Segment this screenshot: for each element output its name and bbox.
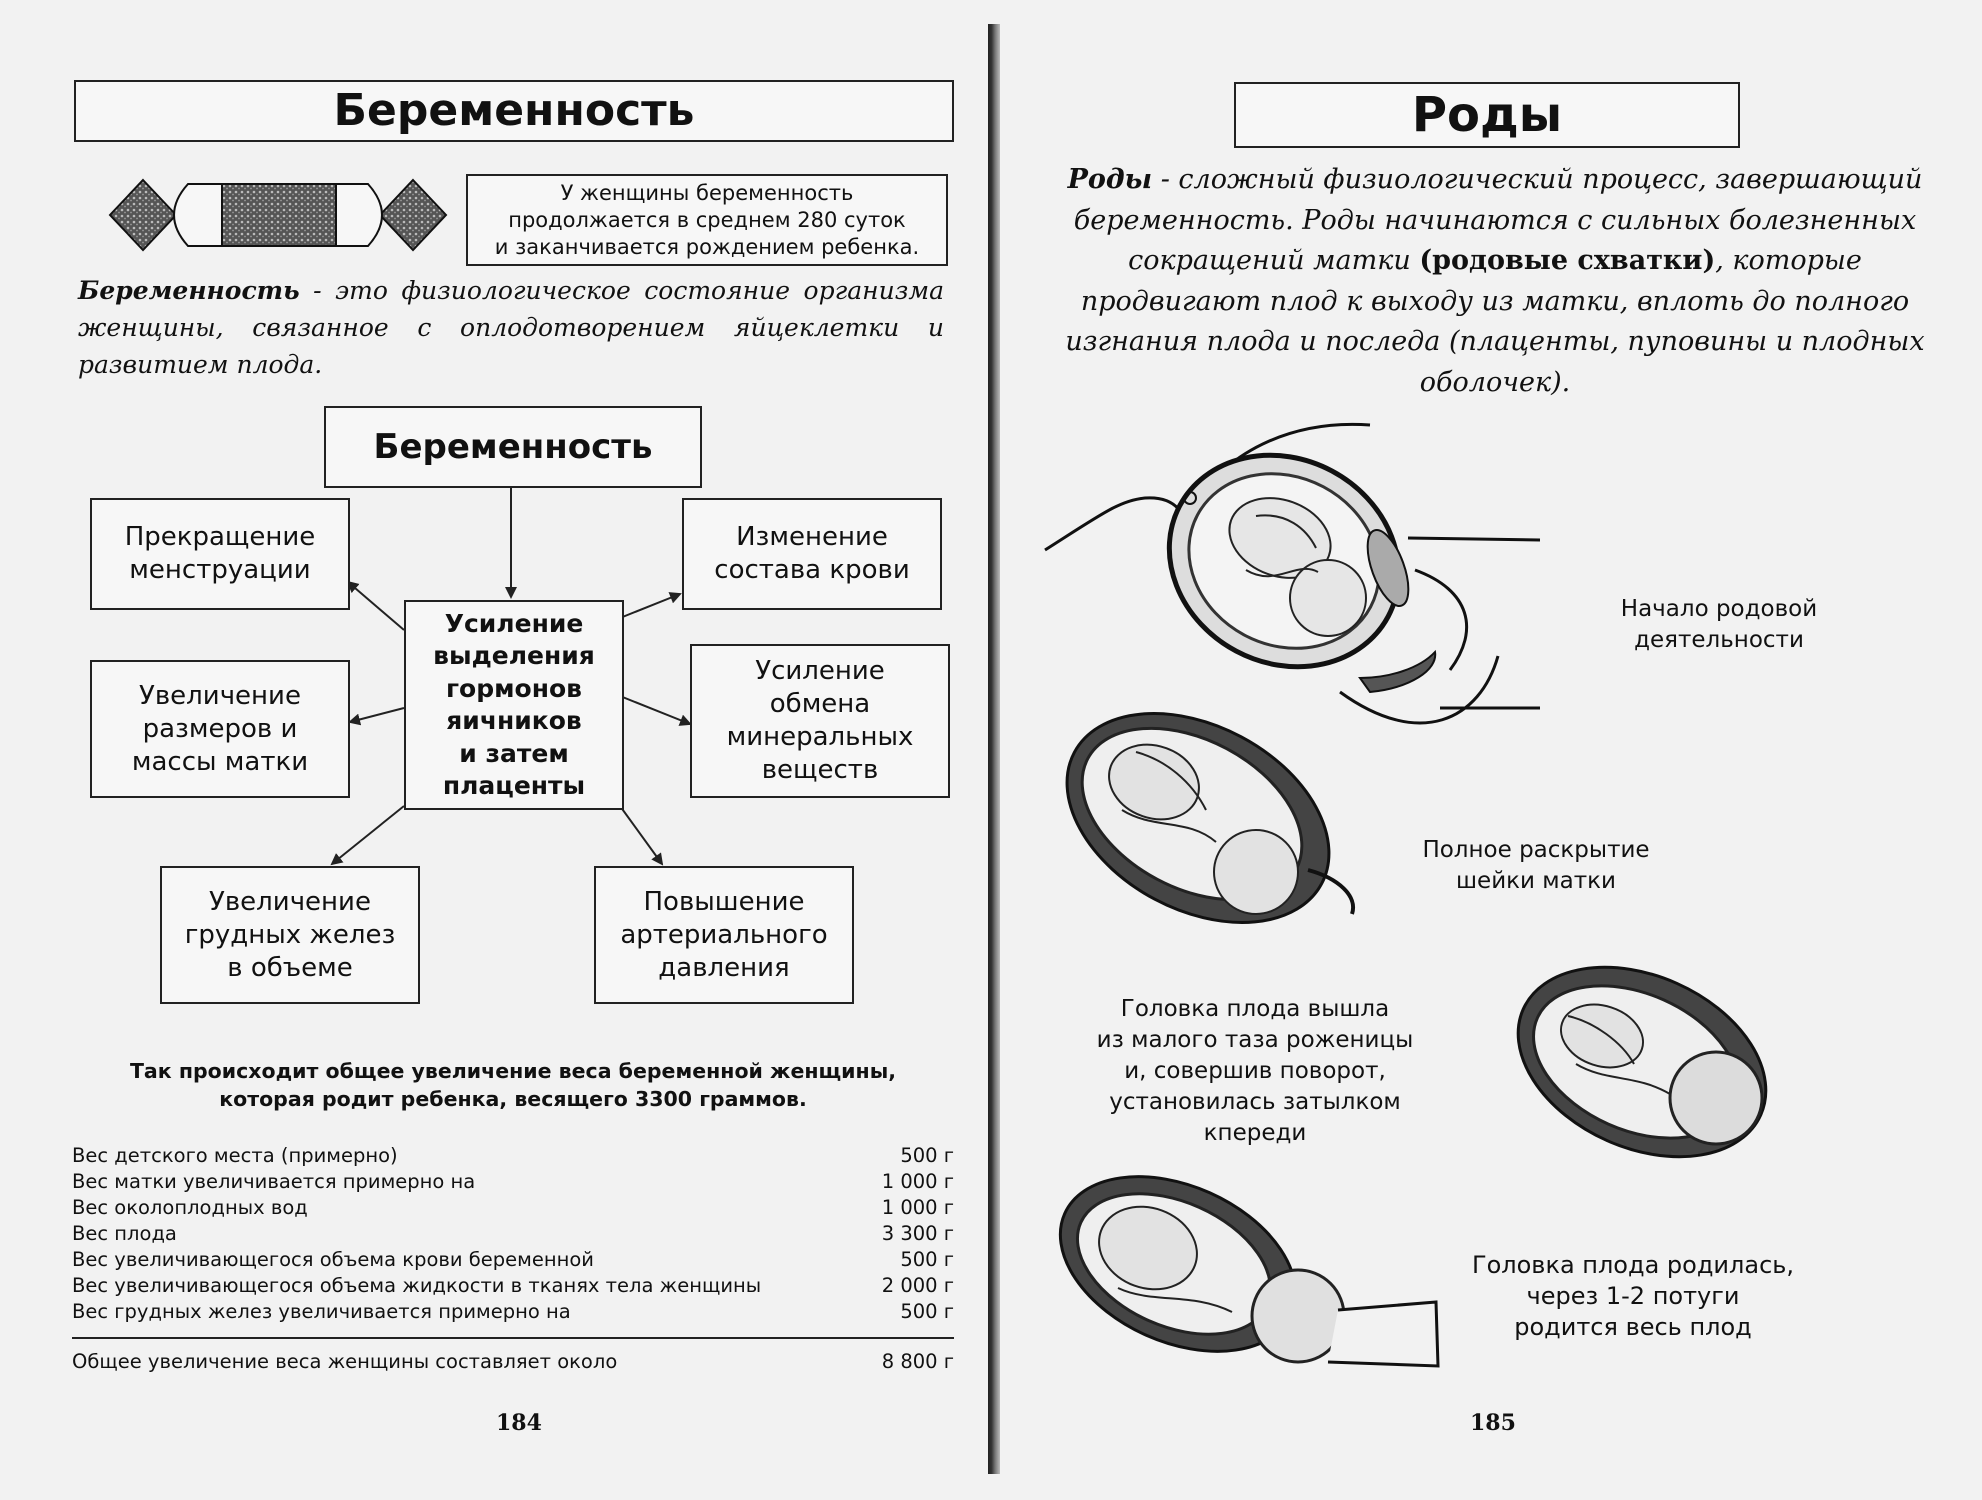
diagram-box-minerals: Усиление обмена минеральных веществ bbox=[690, 644, 950, 798]
stage-caption-2: Полное раскрытие шейки матки bbox=[1422, 837, 1650, 894]
weight-total-label: Общее увеличение веса женщины составляет около bbox=[72, 1350, 618, 1373]
weight-row-value: 1 000 г bbox=[881, 1170, 954, 1193]
weight-row-label: Вес околоплодных вод bbox=[72, 1196, 308, 1219]
page-number-left: 184 bbox=[496, 1410, 542, 1436]
weight-row bbox=[72, 1170, 954, 1196]
diagram-box-blood: Изменение состава крови bbox=[682, 498, 942, 610]
intro-paragraph bbox=[1060, 160, 1930, 403]
page-number-right: 185 bbox=[1470, 1410, 1516, 1436]
stage-caption-1: Начало родовой деятельности bbox=[1620, 596, 1818, 653]
weight-row bbox=[72, 1222, 954, 1248]
intro-text: - сложный физиологический процесс, завершающий беременность. Роды начинаются с сильных болезненных сокращений матки bbox=[1073, 164, 1923, 276]
weight-row-value: 500 г bbox=[900, 1300, 954, 1323]
weight-row-label: Вес грудных желез увеличивается примерно на bbox=[72, 1300, 571, 1323]
intro-bold: (родовые схватки) bbox=[1419, 245, 1716, 276]
definition-term: Беременность bbox=[78, 276, 300, 305]
weight-row-value: 500 г bbox=[900, 1248, 954, 1271]
weight-row bbox=[72, 1300, 954, 1326]
definition-text: - это физиологическое состояние организма женщины, связанное с оплодотворением яйцеклетки и развитием плода. bbox=[78, 276, 944, 379]
diagram-box-menstruation: Прекращение менструации bbox=[90, 498, 350, 610]
weight-divider bbox=[72, 1337, 954, 1339]
weight-row bbox=[72, 1274, 954, 1300]
weight-row-value: 3 300 г bbox=[881, 1222, 954, 1245]
illustration-head-rotation bbox=[1506, 964, 1806, 1196]
weight-total-row bbox=[72, 1350, 954, 1376]
illustration-cervix-dilation bbox=[1038, 700, 1378, 960]
weight-row-value: 1 000 г bbox=[881, 1196, 954, 1219]
weight-total-value: 8 800 г bbox=[881, 1350, 954, 1373]
weight-row-label: Вес увеличивающегося объема крови беременной bbox=[72, 1248, 594, 1271]
weight-row-label: Вес плода bbox=[72, 1222, 177, 1245]
stage-caption-4: Головка плода родилась, через 1-2 потуги родится весь плод bbox=[1471, 1251, 1795, 1341]
stage-caption-3: Головка плода вышла из малого таза роженицы и, совершив поворот, установилась затылком кпереди bbox=[1096, 996, 1414, 1146]
weight-heading: Так происходит общее увеличение веса беременной женщины, которая родит ребенка, весящего 3300 граммов. bbox=[129, 1059, 897, 1111]
weight-row bbox=[72, 1144, 954, 1170]
right-page bbox=[1000, 0, 1982, 1500]
diagram-box-breasts: Увеличение грудных желез в объеме bbox=[160, 866, 420, 1004]
duration-note: У женщины беременность продолжается в среднем 280 суток и заканчивается рождением ребенка. bbox=[466, 174, 948, 266]
weight-row-value: 500 г bbox=[900, 1144, 954, 1167]
intro-term: Роды bbox=[1067, 164, 1153, 195]
illustration-head-born bbox=[1052, 1168, 1442, 1388]
diagram-center-box: Усиление выделения гормонов яичников и затем плаценты bbox=[404, 600, 624, 810]
page-title-birth: Роды bbox=[1234, 82, 1740, 148]
weight-row-label: Вес детского места (примерно) bbox=[72, 1144, 398, 1167]
diagram-top-box: Беременность bbox=[324, 406, 702, 488]
weight-row-label: Вес увеличивающегося объема жидкости в тканях тела женщины bbox=[72, 1274, 762, 1297]
left-page bbox=[0, 0, 990, 1500]
page-title-pregnancy: Беременность bbox=[74, 80, 954, 142]
weight-row-label: Вес матки увеличивается примерно на bbox=[72, 1170, 476, 1193]
diagram-box-uterus: Увеличение размеров и массы матки bbox=[90, 660, 350, 798]
weight-row bbox=[72, 1196, 954, 1222]
weight-row bbox=[72, 1248, 954, 1274]
diagram-box-pressure: Повышение артериального давления bbox=[594, 866, 854, 1004]
weight-row-value: 2 000 г bbox=[881, 1274, 954, 1297]
intro-rest: , которые продвигают плод к выходу из матки, вплоть до полного изгнания плода и последа (плаценты, пуповины и плодных оболочек). bbox=[1065, 245, 1925, 398]
